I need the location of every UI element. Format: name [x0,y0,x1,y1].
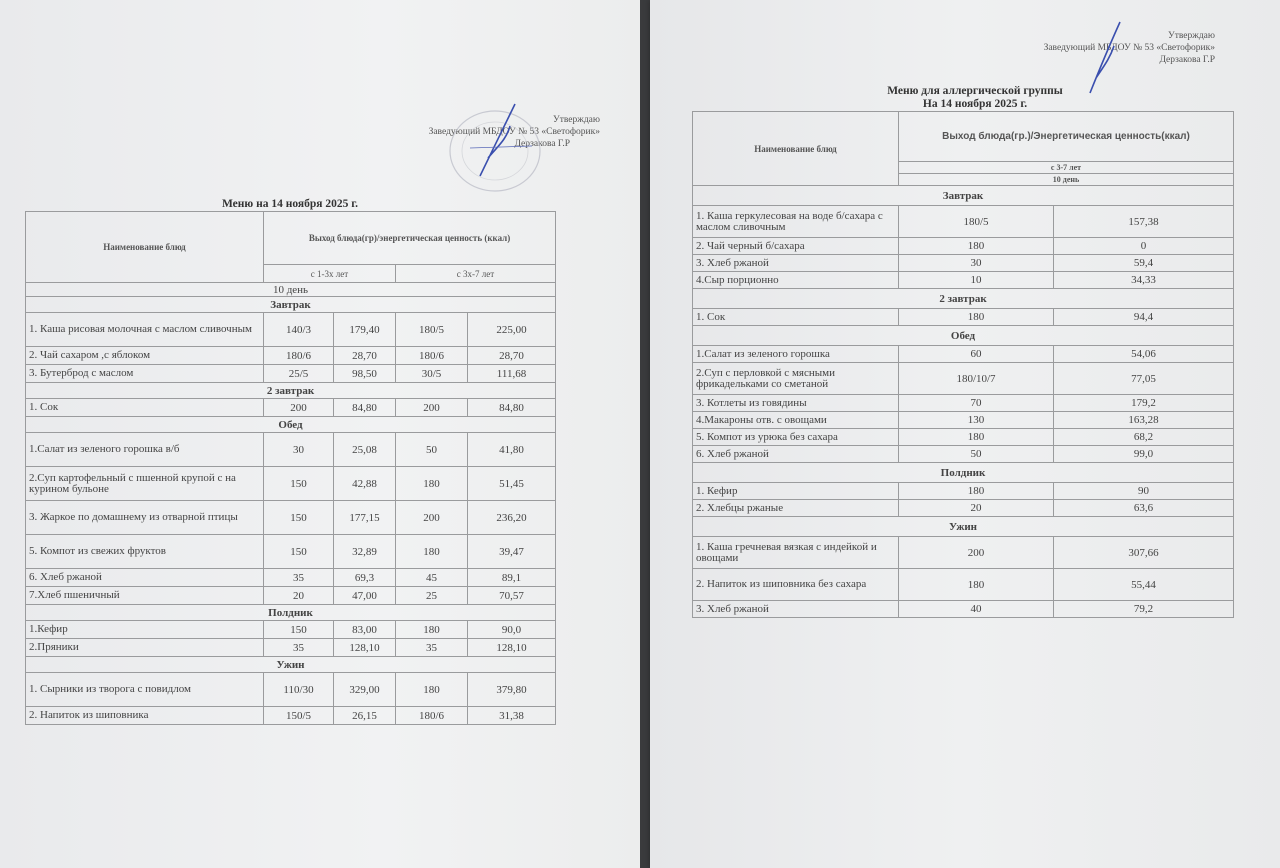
value-cell: 50 [396,433,468,467]
value-cell: 20 [899,500,1054,517]
section-row [26,605,556,621]
value-cell: 140/3 [264,313,334,347]
dish-name: 1. Кефир [693,483,899,500]
value-cell: 150 [264,501,334,535]
value-cell: 130 [899,412,1054,429]
section-row [26,657,556,673]
dish-name: 1. Сырники из творога с повидлом [26,673,264,707]
value-cell: 94,4 [1054,309,1234,326]
section-title: Ужин [693,517,1234,537]
section-row [26,417,556,433]
table-row [693,483,1234,500]
value-cell: 180 [899,569,1054,601]
table-row [26,501,556,535]
value-cell: 79,2 [1054,601,1234,618]
dish-name: 2. Хлебцы ржаные [693,500,899,517]
value-cell: 200 [899,537,1054,569]
value-cell: 69,3 [334,569,396,587]
table-row [26,535,556,569]
table-row [26,433,556,467]
dish-name: 1. Сок [693,309,899,326]
table-row [693,206,1234,238]
value-cell: 111,68 [468,365,556,383]
value-cell: 329,00 [334,673,396,707]
section-row [693,289,1234,309]
section-row [693,463,1234,483]
dish-name: 3. Жаркое по домашнему из отварной птицы [26,501,264,535]
value-cell: 30/5 [396,365,468,383]
dish-name: 2. Чай сахаром ,с яблоком [26,347,264,365]
value-cell: 34,33 [1054,272,1234,289]
dish-name: 3. Хлеб ржаной [693,601,899,618]
page-gap [640,0,650,868]
table-row [693,363,1234,395]
section-title: Обед [26,417,556,433]
table-row [26,587,556,605]
table-row [693,429,1234,446]
approve-name: Дерзакова Г.Р [1159,55,1215,65]
right-menu-body [693,186,1234,618]
value-cell: 30 [264,433,334,467]
value-cell: 0 [1054,238,1234,255]
table-row [26,467,556,501]
dish-name: 1.Кефир [26,621,264,639]
value-cell: 47,00 [334,587,396,605]
value-cell: 177,15 [334,501,396,535]
table-row [693,309,1234,326]
value-cell: 35 [264,639,334,657]
table-row [26,639,556,657]
menu-day: 10 день [26,283,556,297]
dish-name: 5. Компот из урюка без сахара [693,429,899,446]
section-title: Завтрак [26,297,556,313]
output-column-header: Выход блюда(гр.)/Энергетическая ценность(ккал) [899,112,1234,162]
dish-name: 6. Хлеб ржаной [693,446,899,463]
value-cell: 89,1 [468,569,556,587]
value-cell: 54,06 [1054,346,1234,363]
section-title: Обед [693,326,1234,346]
value-cell: 128,10 [334,639,396,657]
dish-name: 4.Сыр порционно [693,272,899,289]
value-cell: 70,57 [468,587,556,605]
table-row [26,365,556,383]
table-row [26,707,556,725]
right-menu-date: На 14 ноября 2025 г. [922,98,1028,110]
table-row [693,255,1234,272]
dish-column-header: Наименование блюд [693,112,899,186]
dish-name: 5. Компот из свежих фруктов [26,535,264,569]
section-row [693,186,1234,206]
value-cell: 180 [899,238,1054,255]
value-cell: 63,6 [1054,500,1234,517]
value-cell: 180/5 [396,313,468,347]
age-group-1-3-header: с 1-3х лет [264,265,396,283]
approve-label: Утверждаю [1168,31,1215,41]
section-row [26,383,556,399]
value-cell: 32,89 [334,535,396,569]
value-cell: 84,80 [468,399,556,417]
dish-name: 2. Напиток из шиповника без сахара [693,569,899,601]
value-cell: 25,08 [334,433,396,467]
table-row [26,673,556,707]
value-cell: 51,45 [468,467,556,501]
value-cell: 180 [396,467,468,501]
value-cell: 179,2 [1054,395,1234,412]
value-cell: 150 [264,621,334,639]
value-cell: 98,50 [334,365,396,383]
section-row [693,517,1234,537]
value-cell: 180/6 [396,707,468,725]
value-cell: 200 [396,399,468,417]
value-cell: 150 [264,535,334,569]
section-title: 2 завтрак [693,289,1234,309]
value-cell: 90,0 [468,621,556,639]
approve-label: Утверждаю [553,115,600,125]
dish-name: 1.Салат из зеленого горошка [693,346,899,363]
left-menu-title: Меню на 14 ноября 2025 г. [221,198,359,210]
value-cell: 200 [264,399,334,417]
left-menu-body [26,297,556,725]
left-signature-stamp [440,96,560,196]
value-cell: 68,2 [1054,429,1234,446]
right-menu-title: Меню для аллергической группы [887,85,1063,97]
value-cell: 42,88 [334,467,396,501]
menu-day: 10 день [899,174,1234,186]
value-cell: 179,40 [334,313,396,347]
value-cell: 180 [396,673,468,707]
value-cell: 110/30 [264,673,334,707]
section-title: 2 завтрак [26,383,556,399]
age-group-3-7-header: с 3х-7 лет [396,265,556,283]
value-cell: 379,80 [468,673,556,707]
value-cell: 41,80 [468,433,556,467]
value-cell: 59,4 [1054,255,1234,272]
value-cell: 28,70 [468,347,556,365]
value-cell: 163,28 [1054,412,1234,429]
table-row [693,569,1234,601]
value-cell: 25 [396,587,468,605]
section-title: Завтрак [693,186,1234,206]
table-row [693,395,1234,412]
value-cell: 31,38 [468,707,556,725]
value-cell: 200 [396,501,468,535]
table-row [26,313,556,347]
value-cell: 35 [264,569,334,587]
table-row [693,500,1234,517]
table-row [693,601,1234,618]
dish-name: 2.Суп с перловкой с мясными фрикадельками со сметаной [693,363,899,395]
approve-head: Заведующий МБДОУ № 53 «Светофорик» [428,127,600,137]
value-cell: 225,00 [468,313,556,347]
dish-name: 1. Каша геркулесовая на воде б/сахара с маслом сливочным [693,206,899,238]
value-cell: 55,44 [1054,569,1234,601]
section-row [26,297,556,313]
dish-name: 3. Бутерброд с маслом [26,365,264,383]
dish-name: 3. Хлеб ржаной [693,255,899,272]
value-cell: 39,47 [468,535,556,569]
dish-name: 1.Салат из зеленого горошка в/б [26,433,264,467]
value-cell: 84,80 [334,399,396,417]
section-title: Полдник [693,463,1234,483]
value-cell: 60 [899,346,1054,363]
section-row [693,326,1234,346]
approve-head: Заведующий МБДОУ № 53 «Светофорик» [1043,43,1215,53]
value-cell: 150/5 [264,707,334,725]
table-row [693,412,1234,429]
table-row [693,346,1234,363]
output-column-header: Выход блюда(гр)/энергетическая ценность (ккал) [264,212,556,265]
dish-name: 3. Котлеты из говядины [693,395,899,412]
dish-name: 2. Чай черный б/сахара [693,238,899,255]
dish-name: 6. Хлеб ржаной [26,569,264,587]
value-cell: 180 [396,621,468,639]
value-cell: 180/5 [899,206,1054,238]
value-cell: 83,00 [334,621,396,639]
dish-name: 2.Суп картофельный с пшенной крупой с на курином бульоне [26,467,264,501]
value-cell: 180 [899,429,1054,446]
value-cell: 40 [899,601,1054,618]
table-row [693,238,1234,255]
dish-name: 1. Сок [26,399,264,417]
value-cell: 180 [396,535,468,569]
dish-name: 1. Каша рисовая молочная с маслом сливочным [26,313,264,347]
value-cell: 99,0 [1054,446,1234,463]
section-title: Ужин [26,657,556,673]
value-cell: 70 [899,395,1054,412]
value-cell: 10 [899,272,1054,289]
table-row [26,399,556,417]
value-cell: 307,66 [1054,537,1234,569]
value-cell: 128,10 [468,639,556,657]
value-cell: 25/5 [264,365,334,383]
value-cell: 236,20 [468,501,556,535]
value-cell: 180/10/7 [899,363,1054,395]
right-menu-table [692,111,1234,618]
value-cell: 180 [899,309,1054,326]
approve-name: Дерзакова Г.Р [514,139,570,149]
dish-name: 7.Хлеб пшеничный [26,587,264,605]
dish-name: 2.Пряники [26,639,264,657]
table-row [693,446,1234,463]
value-cell: 90 [1054,483,1234,500]
value-cell: 50 [899,446,1054,463]
value-cell: 45 [396,569,468,587]
value-cell: 26,15 [334,707,396,725]
table-row [26,621,556,639]
dish-name: 4.Макароны отв. с овощами [693,412,899,429]
value-cell: 180 [899,483,1054,500]
value-cell: 28,70 [334,347,396,365]
dish-column-header: Наименование блюд [26,212,264,283]
value-cell: 150 [264,467,334,501]
left-menu-table [25,211,556,725]
dish-name: 2. Напиток из шиповника [26,707,264,725]
value-cell: 77,05 [1054,363,1234,395]
section-title: Полдник [26,605,556,621]
table-row [26,347,556,365]
table-row [693,272,1234,289]
value-cell: 180/6 [396,347,468,365]
value-cell: 180/6 [264,347,334,365]
value-cell: 20 [264,587,334,605]
value-cell: 157,38 [1054,206,1234,238]
table-row [26,569,556,587]
value-cell: 35 [396,639,468,657]
table-row [693,537,1234,569]
value-cell: 30 [899,255,1054,272]
age-group-3-7-header: с 3-7 лет [899,162,1234,174]
dish-name: 1. Каша гречневая вязкая с индейкой и овощами [693,537,899,569]
